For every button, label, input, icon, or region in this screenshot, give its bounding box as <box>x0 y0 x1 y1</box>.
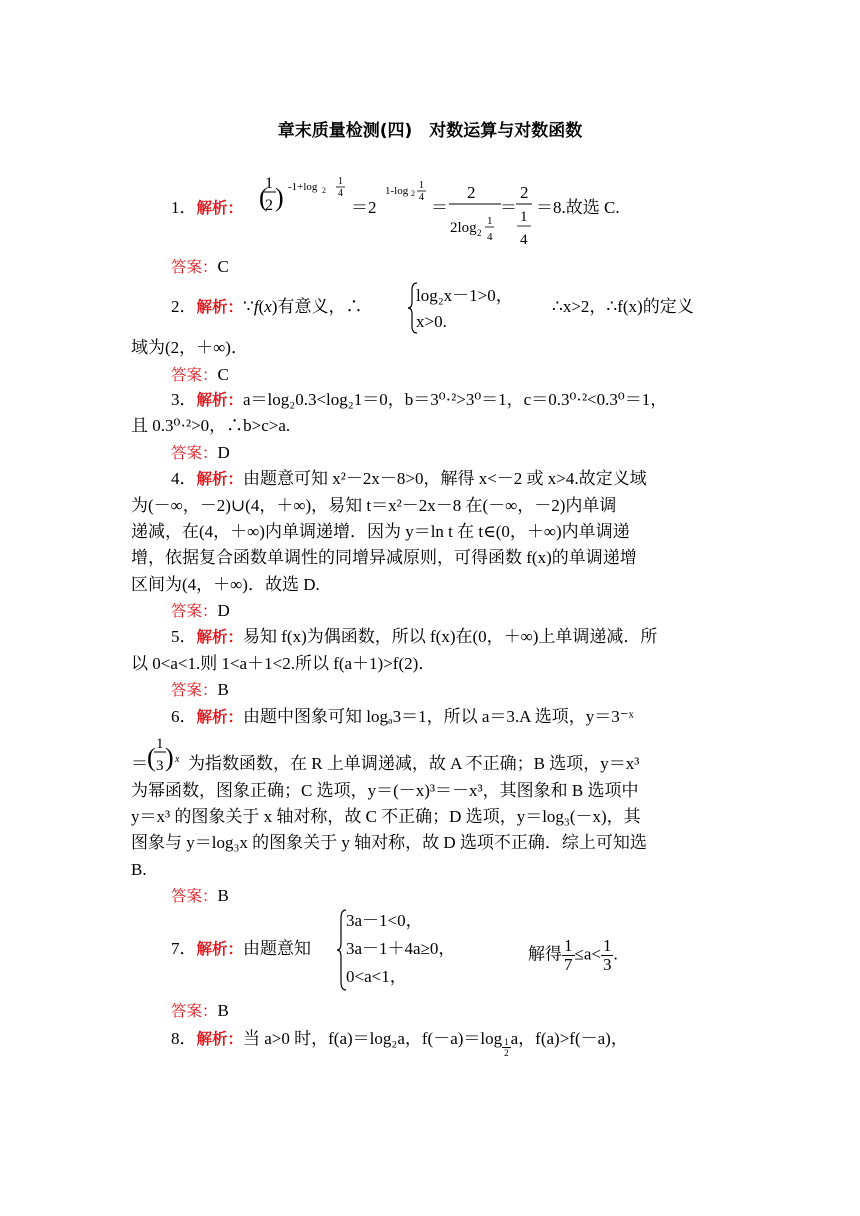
svg-text:3: 3 <box>156 758 164 774</box>
svg-text:1: 1 <box>338 176 343 187</box>
q7-result: 解得 $\frac{1}{7}$ ≤a< $\frac{1}{3}$ . <box>528 936 618 974</box>
q6-line3: 为幂函数，图象正确；C 选项，y＝(－x)³＝－x³，其图象和 B 选项中 <box>131 781 639 800</box>
svg-text:2: 2 <box>322 186 326 195</box>
svg-text:1: 1 <box>487 215 493 227</box>
page-title: 章末质量检测(四) 对数运算与对数函数 <box>277 121 583 141</box>
svg-text:＝2: ＝2 <box>351 198 377 217</box>
svg-text:4: 4 <box>338 188 343 199</box>
q6-line6: B. <box>131 860 147 879</box>
q6-line1: 6．解析：由题中图象可知 logₐ3＝1，所以 a＝3.A 选项，y＝3⁻ˣ <box>171 707 634 726</box>
q1-formula <box>256 168 656 256</box>
q5-line2: 以 0<a<1.则 1<a＋1<2.所以 f(a＋1)>f(2)． <box>131 654 436 673</box>
svg-text:2: 2 <box>467 183 476 202</box>
svg-text:2log: 2log <box>450 220 477 236</box>
svg-text:(: ( <box>147 743 156 772</box>
q6-eq-sign: ＝ <box>131 754 148 773</box>
q1-line <box>171 196 243 220</box>
q6-line5: 图象与 y＝log₃x 的图象关于 y 轴对称，故 D 选项不正确．综上可知选 <box>131 833 647 852</box>
q1-base-den: 2 <box>265 197 273 214</box>
q1-label: 解析： <box>196 199 244 217</box>
svg-text:2: 2 <box>520 183 529 202</box>
q3-answer: 答案：D <box>171 443 230 462</box>
svg-text:＝8.故选 C.: ＝8.故选 C. <box>536 198 620 217</box>
svg-text:(: ( <box>259 183 268 212</box>
q4-answer: 答案：D <box>171 601 230 620</box>
q3-line2: 且 0.3⁰·²>0，∴b>c>a. <box>131 416 291 435</box>
q2-case2: x>0. <box>416 312 447 331</box>
q6-answer: 答案：B <box>171 886 229 905</box>
q1-answer: 答案：C <box>171 257 229 276</box>
q7-line1: 7．解析：由题意知 <box>171 939 312 958</box>
q7-case2: 3a－1＋4a≥0， <box>346 939 456 958</box>
q7-case1: 3a－1<0， <box>346 911 423 930</box>
q3-line1: 3．解析：a＝log₂0.3<log₂1＝0，b＝3⁰·²>3⁰＝1，c＝0.3⁰·²<0.3⁰＝1， <box>171 390 668 409</box>
q2-line2: 域为(2，＋∞)． <box>131 338 248 357</box>
svg-text:＝: ＝ <box>431 198 448 217</box>
svg-text:1: 1 <box>520 209 528 225</box>
svg-text:2: 2 <box>411 189 415 198</box>
q4-line4: 增，依据复合函数单调性的同增异减原则，可得函数 f(x)的单调递增 <box>131 548 637 567</box>
q4-line2: 为(－∞，－2)∪(4，＋∞)，易知 t＝x²－2x－8 在(－∞，－2)内单调 <box>131 496 617 515</box>
q4-line3: 递减，在(4，＋∞)内单调递增．因为 y＝ln t 在 t∈(0，＋∞)内单调递 <box>131 522 630 541</box>
q5-line1: 5．解析：易知 f(x)为偶函数，所以 f(x)在(0，＋∞)上单调递减．所 <box>171 627 658 646</box>
svg-text:2: 2 <box>477 228 482 238</box>
q8-line1: 8．解析：当 a>0 时，f(a)＝log₂a，f(－a)＝log $\frac{1}{2}$ a，f(a)>f(－a)， <box>171 1029 628 1058</box>
svg-text:1-log: 1-log <box>385 185 409 197</box>
q1-number: 1． <box>171 198 197 217</box>
q6-line2: 为指数函数，在 R 上单调递减，故 A 不正确；B 选项，y＝x³ <box>188 754 640 773</box>
q2-answer: 答案：C <box>171 365 229 384</box>
q1-exp: -1+log <box>288 181 318 193</box>
q5-answer: 答案：B <box>171 680 229 699</box>
q4-line1: 4．解析：由题意可知 x²－2x－8>0，解得 x<－2 或 x>4.故定义域 <box>171 469 647 488</box>
q2-case1: log₂x－1>0， <box>416 286 513 305</box>
svg-text:1: 1 <box>156 736 164 752</box>
svg-text:4: 4 <box>487 231 493 243</box>
svg-text:): ) <box>165 743 174 772</box>
q6-line4: y＝x³ 的图象关于 x 轴对称，故 C 不正确；D 选项，y＝log₃(－x)，其 <box>131 807 641 826</box>
q6-fraction <box>146 730 186 776</box>
q7-answer: 答案：B <box>171 1001 229 1020</box>
svg-text:4: 4 <box>520 232 528 248</box>
q1-base-num: 1 <box>265 175 273 192</box>
q7-case3: 0<a<1， <box>346 967 407 986</box>
svg-text:＝: ＝ <box>500 198 517 217</box>
svg-text:1: 1 <box>419 180 424 191</box>
q2-line1: 2．解析：∵f(x)有意义，∴ <box>171 297 363 316</box>
svg-text:4: 4 <box>419 192 424 203</box>
q2-tail: ∴x>2，∴f(x)的定义 <box>552 297 694 316</box>
svg-text:): ) <box>275 183 284 212</box>
q4-line5: 区间为(4，＋∞)．故选 D. <box>131 575 320 594</box>
svg-text:x: x <box>175 754 180 765</box>
